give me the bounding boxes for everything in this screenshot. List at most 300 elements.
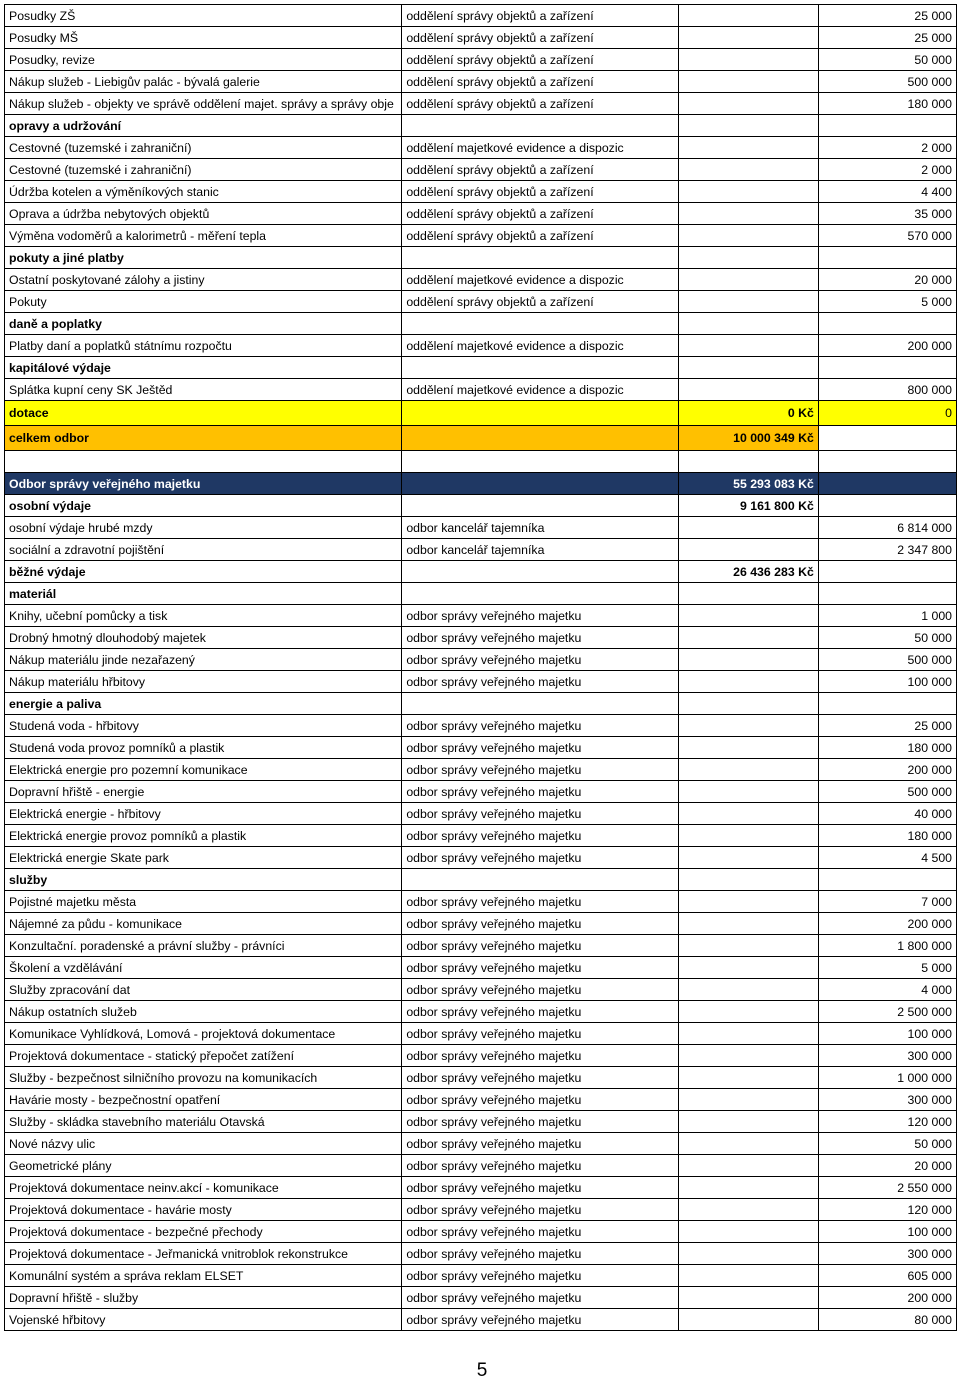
row-department-cell [402, 401, 678, 426]
row-amount-cell [678, 1111, 818, 1133]
table-row [5, 159, 957, 181]
row-value-cell: 180 000 [818, 737, 956, 759]
row-name-cell: Splátka kupní ceny SK Ještěd [5, 379, 402, 401]
row-value-cell: 20 000 [818, 1155, 956, 1177]
row-value-cell: 5 000 [818, 291, 956, 313]
row-department-cell: odbor správy veřejného majetku [402, 1067, 678, 1089]
row-value-cell: 2 550 000 [818, 1177, 956, 1199]
row-amount-cell [678, 693, 818, 715]
row-department-cell: oddělení majetkové evidence a dispozic [402, 137, 678, 159]
table-row [5, 1243, 957, 1265]
table-row [5, 935, 957, 957]
row-value-cell: 2 000 [818, 159, 956, 181]
table-row [5, 847, 957, 869]
section-large-row [5, 561, 957, 583]
row-department-cell: odbor správy veřejného majetku [402, 1155, 678, 1177]
row-department-cell: oddělení správy objektů a zařízení [402, 159, 678, 181]
row-name-cell: Posudky, revize [5, 49, 402, 71]
row-amount-cell [678, 627, 818, 649]
row-name-cell: Projektová dokumentace - Jeřmanická vnitroblok rekonstrukce [5, 1243, 402, 1265]
row-department-cell: odbor správy veřejného majetku [402, 781, 678, 803]
row-department-cell [402, 115, 678, 137]
row-name-cell: pokuty a jiné platby [5, 247, 402, 269]
row-department-cell: oddělení správy objektů a zařízení [402, 5, 678, 27]
row-name-cell: Projektová dokumentace - havárie mosty [5, 1199, 402, 1221]
row-name-cell: energie a paliva [5, 693, 402, 715]
row-department-cell: odbor správy veřejného majetku [402, 1221, 678, 1243]
table-row [5, 671, 957, 693]
row-name-cell: materiál [5, 583, 402, 605]
table-row [5, 715, 957, 737]
section-large-row [5, 495, 957, 517]
table-row [5, 979, 957, 1001]
row-value-cell: 200 000 [818, 759, 956, 781]
row-department-cell: odbor kancelář tajemníka [402, 517, 678, 539]
row-value-cell: 4 400 [818, 181, 956, 203]
row-amount-cell [678, 5, 818, 27]
row-name-cell: Cestovné (tuzemské i zahraniční) [5, 159, 402, 181]
table-row [5, 539, 957, 561]
row-value-cell: 25 000 [818, 5, 956, 27]
row-amount-cell: 9 161 800 Kč [678, 495, 818, 517]
table-row [5, 1177, 957, 1199]
row-name-cell: běžné výdaje [5, 561, 402, 583]
row-amount-cell [678, 159, 818, 181]
row-value-cell [818, 357, 956, 379]
row-amount-cell [678, 313, 818, 335]
row-amount-cell [678, 649, 818, 671]
row-name-cell: Nákup materiálu jinde nezařazený [5, 649, 402, 671]
row-department-cell: odbor správy veřejného majetku [402, 1001, 678, 1023]
row-amount-cell [678, 957, 818, 979]
row-department-cell: odbor správy veřejného majetku [402, 1309, 678, 1331]
row-value-cell: 200 000 [818, 913, 956, 935]
row-name-cell [5, 451, 402, 473]
row-amount-cell [678, 715, 818, 737]
table-row [5, 269, 957, 291]
row-department-cell: oddělení majetkové evidence a dispozic [402, 335, 678, 357]
row-value-cell: 50 000 [818, 627, 956, 649]
row-amount-cell [678, 1001, 818, 1023]
row-department-cell: odbor správy veřejného majetku [402, 649, 678, 671]
table-row [5, 137, 957, 159]
row-department-cell: odbor správy veřejného majetku [402, 671, 678, 693]
row-department-cell: odbor správy veřejného majetku [402, 715, 678, 737]
row-name-cell: celkem odbor [5, 426, 402, 451]
table-row [5, 737, 957, 759]
row-name-cell: Údržba kotelen a výměníkových stanic [5, 181, 402, 203]
row-name-cell: Služby zpracování dat [5, 979, 402, 1001]
row-name-cell: Oprava a údržba nebytových objektů [5, 203, 402, 225]
row-amount-cell [678, 1067, 818, 1089]
row-amount-cell [678, 1309, 818, 1331]
row-value-cell: 40 000 [818, 803, 956, 825]
row-department-cell: odbor správy veřejného majetku [402, 1111, 678, 1133]
row-amount-cell [678, 27, 818, 49]
row-department-cell [402, 451, 678, 473]
row-department-cell: oddělení správy objektů a zařízení [402, 203, 678, 225]
table-row [5, 759, 957, 781]
row-amount-cell [678, 1155, 818, 1177]
row-amount-cell [678, 1199, 818, 1221]
row-name-cell: Posudky MŠ [5, 27, 402, 49]
table-row [5, 957, 957, 979]
table-row [5, 1133, 957, 1155]
row-amount-cell [678, 517, 818, 539]
row-department-cell: odbor správy veřejného majetku [402, 605, 678, 627]
row-name-cell: Výměna vodoměrů a kalorimetrů - měření tepla [5, 225, 402, 247]
row-name-cell: Knihy, učební pomůcky a tisk [5, 605, 402, 627]
row-name-cell: Dopravní hřiště - energie [5, 781, 402, 803]
row-amount-cell [678, 451, 818, 473]
table-row [5, 1045, 957, 1067]
section-row [5, 693, 957, 715]
table-row [5, 1111, 957, 1133]
table-row [5, 203, 957, 225]
row-value-cell: 300 000 [818, 1243, 956, 1265]
row-name-cell: Nákup služeb - objekty ve správě oddělení majet. správy a správy obje [5, 93, 402, 115]
table-row [5, 781, 957, 803]
row-name-cell: Pojistné majetku města [5, 891, 402, 913]
row-department-cell: odbor správy veřejného majetku [402, 627, 678, 649]
row-value-cell: 1 800 000 [818, 935, 956, 957]
row-department-cell: odbor správy veřejného majetku [402, 957, 678, 979]
row-amount-cell [678, 49, 818, 71]
table-row [5, 1199, 957, 1221]
row-name-cell: kapitálové výdaje [5, 357, 402, 379]
table-row [5, 605, 957, 627]
row-department-cell: odbor správy veřejného majetku [402, 1045, 678, 1067]
section-row [5, 313, 957, 335]
row-value-cell: 200 000 [818, 1287, 956, 1309]
row-value-cell: 100 000 [818, 1221, 956, 1243]
row-department-cell [402, 473, 678, 495]
row-value-cell: 300 000 [818, 1089, 956, 1111]
row-amount-cell [678, 759, 818, 781]
row-name-cell: Geometrické plány [5, 1155, 402, 1177]
row-name-cell: Elektrická energie pro pozemní komunikace [5, 759, 402, 781]
row-department-cell: odbor správy veřejného majetku [402, 1199, 678, 1221]
row-amount-cell [678, 115, 818, 137]
row-department-cell: odbor správy veřejného majetku [402, 1023, 678, 1045]
row-value-cell: 800 000 [818, 379, 956, 401]
row-name-cell: osobní výdaje [5, 495, 402, 517]
row-name-cell: Služby - bezpečnost silničního provozu na komunikacích [5, 1067, 402, 1089]
row-amount-cell [678, 1045, 818, 1067]
row-name-cell: Elektrická energie provoz pomníků a plastik [5, 825, 402, 847]
row-amount-cell [678, 203, 818, 225]
row-department-cell: odbor správy veřejného majetku [402, 825, 678, 847]
row-department-cell [402, 357, 678, 379]
table-row [5, 649, 957, 671]
row-department-cell: oddělení správy objektů a zařízení [402, 225, 678, 247]
row-amount-cell [678, 847, 818, 869]
row-amount-cell [678, 137, 818, 159]
table-row [5, 517, 957, 539]
table-row [5, 1221, 957, 1243]
spacer-row [5, 451, 957, 473]
row-amount-cell [678, 71, 818, 93]
row-name-cell: Nákup ostatních služeb [5, 1001, 402, 1023]
row-name-cell: Platby daní a poplatků státnímu rozpočtu [5, 335, 402, 357]
table-row [5, 1155, 957, 1177]
row-department-cell: oddělení správy objektů a zařízení [402, 71, 678, 93]
table-row [5, 181, 957, 203]
row-value-cell: 1 000 000 [818, 1067, 956, 1089]
row-value-cell: 35 000 [818, 203, 956, 225]
table-row [5, 49, 957, 71]
table-row [5, 803, 957, 825]
table-row [5, 627, 957, 649]
row-name-cell: Studená voda - hřbitovy [5, 715, 402, 737]
section-large-row [5, 583, 957, 605]
row-value-cell: 25 000 [818, 715, 956, 737]
row-name-cell: Komunální systém a správa reklam ELSET [5, 1265, 402, 1287]
row-amount-cell: 26 436 283 Kč [678, 561, 818, 583]
table-row [5, 93, 957, 115]
row-amount-cell [678, 869, 818, 891]
row-value-cell [818, 869, 956, 891]
row-value-cell: 500 000 [818, 649, 956, 671]
row-amount-cell [678, 1177, 818, 1199]
row-department-cell: odbor správy veřejného majetku [402, 1265, 678, 1287]
row-amount-cell [678, 1243, 818, 1265]
row-name-cell: Dopravní hřiště - služby [5, 1287, 402, 1309]
row-value-cell [818, 583, 956, 605]
row-department-cell: oddělení správy objektů a zařízení [402, 49, 678, 71]
row-name-cell: Nájemné za půdu - komunikace [5, 913, 402, 935]
row-value-cell: 20 000 [818, 269, 956, 291]
odbor-row [5, 473, 957, 495]
table-row [5, 1001, 957, 1023]
row-department-cell: odbor správy veřejného majetku [402, 979, 678, 1001]
row-amount-cell [678, 781, 818, 803]
row-value-cell [818, 313, 956, 335]
row-amount-cell [678, 247, 818, 269]
row-department-cell: odbor správy veřejného majetku [402, 1243, 678, 1265]
row-value-cell: 500 000 [818, 781, 956, 803]
row-amount-cell [678, 935, 818, 957]
row-name-cell: Ostatní poskytované zálohy a jistiny [5, 269, 402, 291]
row-amount-cell [678, 671, 818, 693]
row-department-cell: oddělení správy objektů a zařízení [402, 291, 678, 313]
row-value-cell: 605 000 [818, 1265, 956, 1287]
row-amount-cell: 10 000 349 Kč [678, 426, 818, 451]
row-department-cell [402, 247, 678, 269]
row-amount-cell [678, 357, 818, 379]
row-department-cell: odbor správy veřejného majetku [402, 1089, 678, 1111]
row-value-cell: 25 000 [818, 27, 956, 49]
row-value-cell: 80 000 [818, 1309, 956, 1331]
row-amount-cell [678, 891, 818, 913]
row-name-cell: služby [5, 869, 402, 891]
row-department-cell: odbor správy veřejného majetku [402, 935, 678, 957]
row-department-cell: oddělení správy objektů a zařízení [402, 27, 678, 49]
row-value-cell: 50 000 [818, 49, 956, 71]
row-value-cell: 2 000 [818, 137, 956, 159]
row-amount-cell [678, 335, 818, 357]
row-name-cell: Školení a vzdělávání [5, 957, 402, 979]
row-name-cell: Posudky ZŠ [5, 5, 402, 27]
row-amount-cell [678, 803, 818, 825]
row-amount-cell [678, 913, 818, 935]
row-value-cell: 50 000 [818, 1133, 956, 1155]
row-value-cell: 0 [818, 401, 956, 426]
table-row [5, 71, 957, 93]
table-row [5, 913, 957, 935]
row-value-cell [818, 561, 956, 583]
row-amount-cell [678, 1133, 818, 1155]
row-value-cell: 1 000 [818, 605, 956, 627]
row-department-cell: odbor správy veřejného majetku [402, 737, 678, 759]
row-amount-cell: 0 Kč [678, 401, 818, 426]
row-department-cell: odbor kancelář tajemníka [402, 539, 678, 561]
row-name-cell: Drobný hmotný dlouhodobý majetek [5, 627, 402, 649]
row-amount-cell [678, 1089, 818, 1111]
row-amount-cell [678, 1287, 818, 1309]
row-amount-cell [678, 1023, 818, 1045]
row-value-cell: 2 500 000 [818, 1001, 956, 1023]
row-amount-cell [678, 583, 818, 605]
row-name-cell: Projektová dokumentace - bezpečné přechody [5, 1221, 402, 1243]
row-department-cell [402, 583, 678, 605]
row-value-cell: 6 814 000 [818, 517, 956, 539]
row-value-cell: 300 000 [818, 1045, 956, 1067]
row-department-cell: odbor správy veřejného majetku [402, 891, 678, 913]
row-name-cell: Studená voda provoz pomníků a plastik [5, 737, 402, 759]
row-value-cell [818, 451, 956, 473]
row-name-cell: Projektová dokumentace - statický přepočet zatížení [5, 1045, 402, 1067]
row-name-cell: opravy a udržování [5, 115, 402, 137]
section-row [5, 115, 957, 137]
row-value-cell [818, 495, 956, 517]
row-amount-cell [678, 269, 818, 291]
row-department-cell: odbor správy veřejného majetku [402, 913, 678, 935]
table-row [5, 1309, 957, 1331]
row-amount-cell [678, 291, 818, 313]
table-row [5, 825, 957, 847]
row-value-cell: 200 000 [818, 335, 956, 357]
row-amount-cell [678, 225, 818, 247]
row-value-cell: 180 000 [818, 93, 956, 115]
row-department-cell: oddělení majetkové evidence a dispozic [402, 379, 678, 401]
row-department-cell: oddělení majetkové evidence a dispozic [402, 269, 678, 291]
row-value-cell: 100 000 [818, 1023, 956, 1045]
table-row [5, 379, 957, 401]
row-department-cell [402, 426, 678, 451]
row-amount-cell [678, 979, 818, 1001]
row-department-cell [402, 313, 678, 335]
row-amount-cell [678, 605, 818, 627]
row-department-cell: odbor správy veřejného majetku [402, 1133, 678, 1155]
row-department-cell: odbor správy veřejného majetku [402, 1177, 678, 1199]
row-amount-cell [678, 539, 818, 561]
row-department-cell: odbor správy veřejného majetku [402, 1287, 678, 1309]
row-name-cell: Služby - skládka stavebního materiálu Otavská [5, 1111, 402, 1133]
row-amount-cell [678, 1265, 818, 1287]
row-value-cell [818, 426, 956, 451]
row-amount-cell [678, 379, 818, 401]
row-department-cell: oddělení správy objektů a zařízení [402, 93, 678, 115]
row-amount-cell [678, 1221, 818, 1243]
row-value-cell: 180 000 [818, 825, 956, 847]
row-department-cell [402, 869, 678, 891]
table-row [5, 225, 957, 247]
row-name-cell: Pokuty [5, 291, 402, 313]
section-row [5, 869, 957, 891]
row-name-cell: Havárie mosty - bezpečnostní opatření [5, 1089, 402, 1111]
celkem-row [5, 426, 957, 451]
row-amount-cell [678, 825, 818, 847]
row-department-cell: odbor správy veřejného majetku [402, 847, 678, 869]
row-value-cell [818, 473, 956, 495]
table-row [5, 1287, 957, 1309]
row-name-cell: Vojenské hřbitovy [5, 1309, 402, 1331]
row-amount-cell [678, 93, 818, 115]
row-name-cell: Elektrická energie Skate park [5, 847, 402, 869]
row-value-cell: 5 000 [818, 957, 956, 979]
table-row [5, 1023, 957, 1045]
row-value-cell: 7 000 [818, 891, 956, 913]
table-row [5, 335, 957, 357]
table-row [5, 27, 957, 49]
table-row [5, 1265, 957, 1287]
page-number: 5 [476, 1360, 488, 1381]
row-amount-cell [678, 737, 818, 759]
budget-table-body [5, 5, 957, 1331]
row-value-cell: 4 000 [818, 979, 956, 1001]
row-name-cell: daně a poplatky [5, 313, 402, 335]
row-department-cell [402, 495, 678, 517]
row-name-cell: Nákup služeb - Liebigův palác - bývalá galerie [5, 71, 402, 93]
row-value-cell: 120 000 [818, 1199, 956, 1221]
row-value-cell: 4 500 [818, 847, 956, 869]
row-amount-cell: 55 293 083 Kč [678, 473, 818, 495]
row-value-cell: 2 347 800 [818, 539, 956, 561]
row-value-cell [818, 693, 956, 715]
row-name-cell: Konzultační. poradenské a právní služby - právníci [5, 935, 402, 957]
row-value-cell: 100 000 [818, 671, 956, 693]
row-name-cell: Odbor správy veřejného majetku [5, 473, 402, 495]
row-name-cell: osobní výdaje hrubé mzdy [5, 517, 402, 539]
section-row [5, 247, 957, 269]
row-value-cell [818, 247, 956, 269]
row-amount-cell [678, 181, 818, 203]
table-row [5, 5, 957, 27]
row-department-cell [402, 693, 678, 715]
row-name-cell: Elektrická energie - hřbitovy [5, 803, 402, 825]
table-row [5, 1067, 957, 1089]
row-department-cell: odbor správy veřejného majetku [402, 803, 678, 825]
row-value-cell: 570 000 [818, 225, 956, 247]
row-value-cell: 120 000 [818, 1111, 956, 1133]
row-name-cell: Projektová dokumentace neinv.akcí - komunikace [5, 1177, 402, 1199]
budget-table [4, 4, 957, 1331]
row-department-cell: oddělení správy objektů a zařízení [402, 181, 678, 203]
row-value-cell: 500 000 [818, 71, 956, 93]
row-name-cell: Cestovné (tuzemské i zahraniční) [5, 137, 402, 159]
row-name-cell: Nové názvy ulic [5, 1133, 402, 1155]
row-name-cell: dotace [5, 401, 402, 426]
row-value-cell [818, 115, 956, 137]
table-row [5, 291, 957, 313]
dotace-row [5, 401, 957, 426]
row-department-cell: odbor správy veřejného majetku [402, 759, 678, 781]
table-row [5, 1089, 957, 1111]
section-row [5, 357, 957, 379]
table-row [5, 891, 957, 913]
row-name-cell: sociální a zdravotní pojištění [5, 539, 402, 561]
